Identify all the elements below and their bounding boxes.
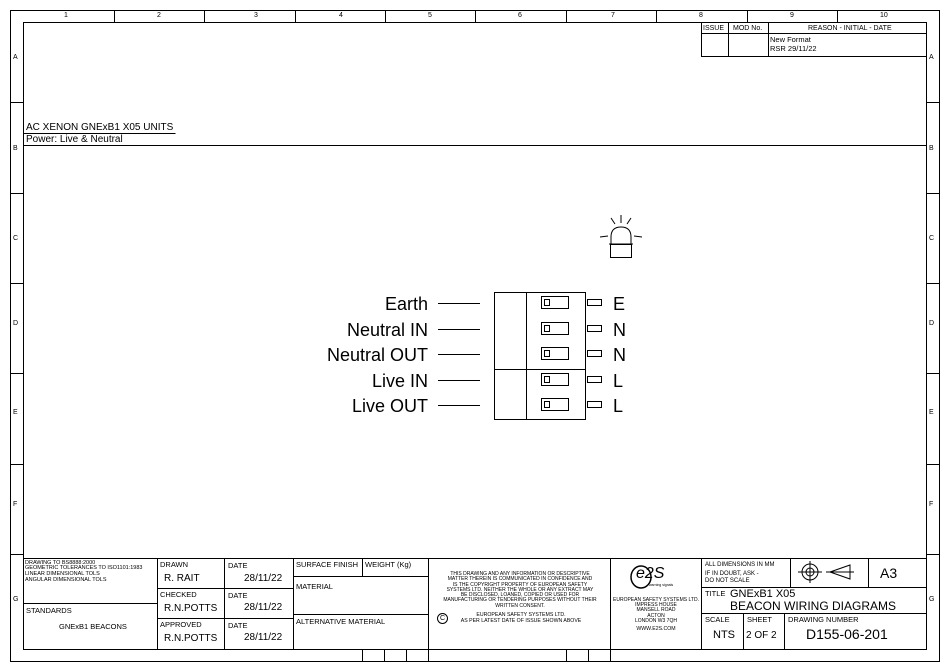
wire-line bbox=[438, 329, 480, 330]
beacon-icon bbox=[596, 212, 646, 260]
row-label: E bbox=[929, 409, 934, 416]
address-line: LONDON W3 7QH bbox=[635, 617, 677, 624]
terminal-screw bbox=[544, 401, 550, 408]
approved-by: R.N.POTTS bbox=[164, 633, 218, 644]
revision-mod-header: MOD No. bbox=[733, 25, 763, 32]
drawn-by: R. RAIT bbox=[164, 573, 200, 584]
row-label: G bbox=[929, 596, 935, 603]
material-label: MATERIAL bbox=[296, 582, 333, 591]
logo-text: e2S bbox=[636, 565, 665, 582]
column-label: 1 bbox=[64, 12, 68, 19]
dimensions-note: IF IN DOUBT, ASK - bbox=[705, 571, 759, 577]
terminal-letter: N bbox=[613, 345, 626, 365]
column-label: 4 bbox=[339, 12, 343, 19]
row-label: C bbox=[929, 235, 935, 242]
terminal-screw bbox=[544, 350, 550, 357]
terminal-block bbox=[436, 292, 606, 422]
column-label: 9 bbox=[790, 12, 794, 19]
row-label: F bbox=[13, 501, 18, 508]
sheet-size: A3 bbox=[880, 565, 898, 581]
copyright-owner-line: EUROPEAN SAFETY SYSTEMS LTD. bbox=[476, 612, 566, 618]
standards-line: LINEAR DIMENSIONAL TOLS bbox=[25, 571, 100, 577]
copyright-line: MATTER THEREIN IS COMMUNICATED IN CONFIDENCE AND bbox=[447, 576, 593, 583]
standards-value: GNExB1 BEACONS bbox=[59, 622, 127, 631]
terminal-pin bbox=[587, 350, 602, 357]
drawing-heading: AC XENON GNExB1 X05 UNITS bbox=[26, 122, 174, 133]
surface-finish-label: SURFACE FINISH bbox=[296, 560, 359, 569]
logo-tagline: warning signals bbox=[649, 583, 674, 587]
wire-line bbox=[438, 380, 480, 381]
column-label: 2 bbox=[157, 12, 161, 19]
row-label: G bbox=[13, 596, 19, 603]
wire-label: Live IN bbox=[371, 371, 428, 391]
revision-initial-date: RSR 29/11/22 bbox=[770, 44, 817, 53]
standards-label: STANDARDS bbox=[26, 606, 72, 615]
column-label: 8 bbox=[699, 12, 703, 19]
copyright-line: WRITTEN CONSENT. bbox=[495, 602, 545, 609]
standards-line: DRAWING TO BS8888:2000 bbox=[25, 560, 96, 566]
row-label: D bbox=[929, 320, 935, 327]
approved-date: 28/11/22 bbox=[244, 632, 283, 643]
wire-line bbox=[438, 405, 480, 406]
company-website: WWW.E2S.COM bbox=[636, 626, 676, 632]
approved-date-label: DATE bbox=[228, 621, 248, 630]
sheet-value: 2 OF 2 bbox=[746, 630, 777, 641]
terminal-pin bbox=[587, 325, 602, 332]
copyright-icon: C bbox=[437, 613, 448, 624]
terminal-pin bbox=[587, 299, 602, 306]
row-label: A bbox=[929, 54, 934, 61]
column-label: 10 bbox=[880, 12, 888, 19]
company-logo bbox=[627, 563, 687, 591]
column-label: 5 bbox=[428, 12, 432, 19]
drawing-subheading: Power: Live & Neutral bbox=[26, 134, 123, 145]
wire-label: Neutral IN bbox=[346, 320, 428, 340]
row-label: D bbox=[13, 320, 19, 327]
approved-label: APPROVED bbox=[160, 620, 202, 629]
row-label: E bbox=[13, 409, 18, 416]
wire-line bbox=[438, 303, 480, 304]
terminal-screw bbox=[544, 299, 550, 306]
drawn-date-label: DATE bbox=[228, 561, 248, 570]
scale-value: NTS bbox=[713, 629, 735, 641]
terminal-letter: L bbox=[613, 371, 624, 391]
standards-line: ANGULAR DIMENSIONAL TOLS bbox=[25, 577, 107, 583]
terminal-screw bbox=[544, 325, 550, 332]
terminal-letter: L bbox=[613, 396, 624, 416]
terminal-screw bbox=[544, 376, 550, 383]
copyright-line: MANUFACTURING OR TENDERING PURPOSES WITHOUT THEIR bbox=[443, 597, 597, 604]
checked-by: R.N.POTTS bbox=[164, 603, 218, 614]
row-label: A bbox=[13, 54, 18, 61]
drawing-title-line1: GNExB1 X05 bbox=[730, 588, 796, 600]
drawing-number: D155-06-201 bbox=[806, 626, 888, 642]
checked-label: CHECKED bbox=[160, 590, 197, 599]
revision-reason-header: REASON - INITIAL - DATE bbox=[808, 25, 892, 32]
title-label: TITLE bbox=[705, 589, 726, 598]
copyright-line: SYSTEMS LTD. NEITHER THE WHOLE OR ANY EXTRACT MAY bbox=[446, 586, 594, 593]
wire-line bbox=[438, 354, 480, 355]
standards-line: GEOMETRIC TOLERANCES TO ISO1101:1983 bbox=[25, 565, 143, 571]
dimensions-note: ALL DIMENSIONS IN MM bbox=[705, 562, 775, 568]
dimensions-note: DO NOT SCALE bbox=[705, 578, 750, 584]
wire-label: Earth bbox=[384, 294, 428, 314]
drawing-number-label: DRAWING NUMBER bbox=[788, 615, 859, 624]
address-line: EUROPEAN SAFETY SYSTEMS LTD. bbox=[613, 597, 699, 603]
address-line: ACTON bbox=[647, 612, 665, 619]
copyright-owner-line: AS PER LATEST DATE OF ISSUE SHOWN ABOVE bbox=[460, 617, 582, 624]
column-label: 6 bbox=[518, 12, 522, 19]
copyright-line: BE DISCLOSED, LOANED, COPIED OR USED FOR bbox=[460, 592, 580, 599]
wire-label: Live OUT bbox=[351, 396, 428, 416]
column-label: 7 bbox=[611, 12, 615, 19]
revision-issue-header: ISSUE bbox=[703, 25, 725, 32]
row-label: B bbox=[929, 145, 934, 152]
terminal-letter: N bbox=[613, 320, 626, 340]
sheet-label: SHEET bbox=[747, 615, 773, 624]
column-label: 3 bbox=[254, 12, 258, 19]
alternative-material-label: ALTERNATIVE MATERIAL bbox=[296, 617, 386, 626]
checked-date: 28/11/22 bbox=[244, 602, 283, 613]
row-label: C bbox=[13, 235, 19, 242]
copyright-line: THIS DRAWING AND ANY INFORMATION OR DESCRIPTIVE bbox=[450, 571, 590, 577]
terminal-letter: E bbox=[613, 294, 626, 314]
drawn-date: 28/11/22 bbox=[244, 573, 283, 584]
third-angle-projection-icon bbox=[796, 561, 856, 583]
row-label: B bbox=[13, 145, 18, 152]
address-line: MANSELL ROAD bbox=[636, 607, 676, 614]
weight-label: WEIGHT (Kg) bbox=[365, 560, 412, 569]
terminal-pin bbox=[587, 401, 602, 408]
terminal-pin bbox=[587, 376, 602, 383]
drawn-label: DRAWN bbox=[160, 560, 189, 569]
copyright-notice bbox=[432, 572, 608, 609]
wire-label: Neutral OUT bbox=[326, 345, 428, 365]
company-address bbox=[612, 598, 700, 624]
drawing-title-line2: BEACON WIRING DIAGRAMS bbox=[730, 599, 897, 613]
revision-reason: New Format bbox=[770, 35, 811, 44]
address-line: IMPRESS HOUSE bbox=[635, 602, 677, 609]
row-label: F bbox=[929, 501, 934, 508]
checked-date-label: DATE bbox=[228, 591, 248, 600]
scale-label: SCALE bbox=[705, 615, 730, 624]
copyright-owner bbox=[450, 613, 592, 624]
copyright-line: IS THE COPYRIGHT PROPERTY OF EUROPEAN SAFETY bbox=[452, 581, 588, 588]
